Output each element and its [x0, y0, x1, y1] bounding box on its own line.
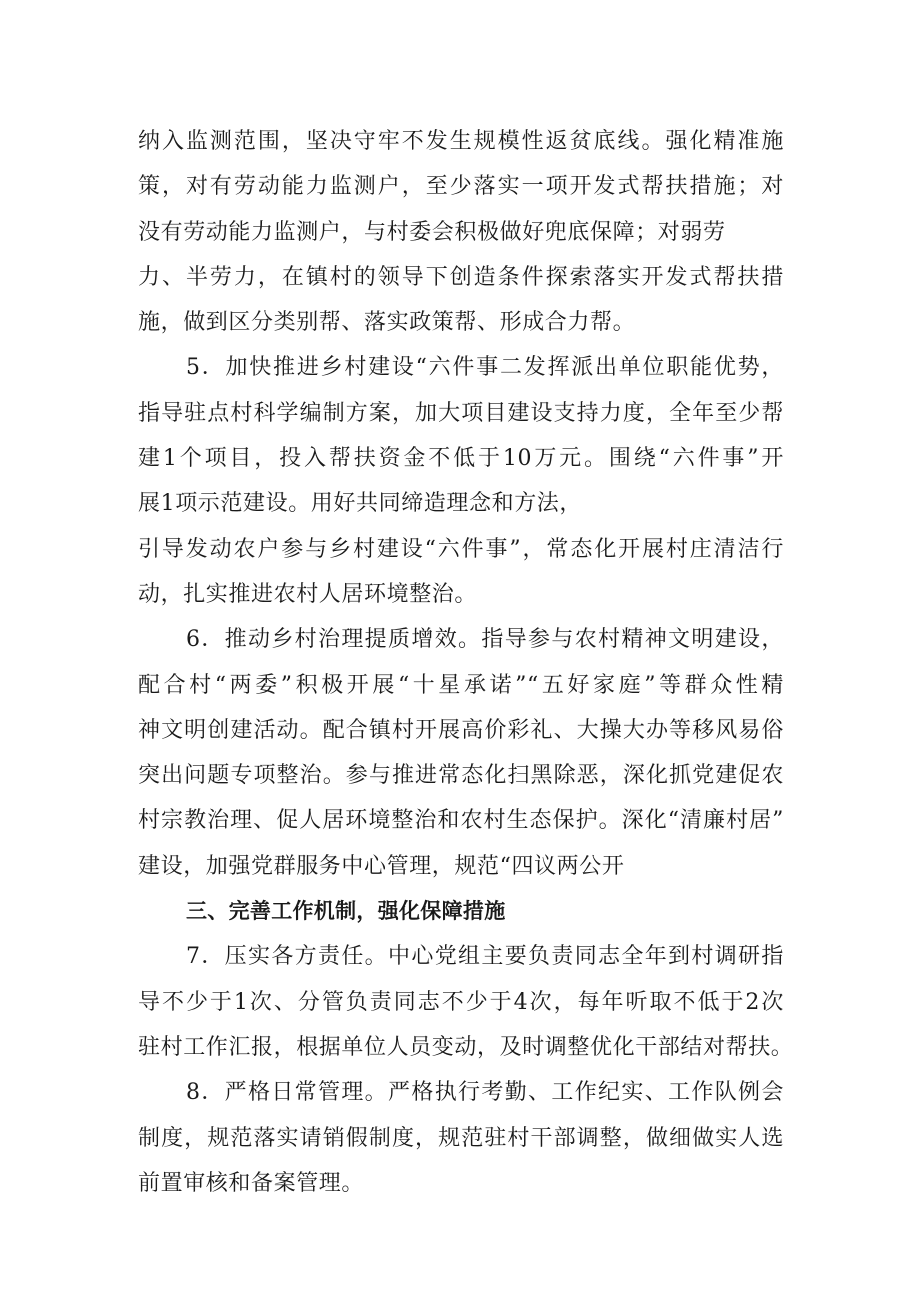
body-line: 突出问题专项整治。参与推进常态化扫黑除恶，深化抓党建促农	[138, 763, 784, 789]
body-line: 前置审核和备案管理。	[138, 1170, 365, 1196]
body-line: 动，扎实推进农村人居环境整治。	[138, 581, 478, 607]
body-line: 村宗教治理、促人居环境整治和农村生态保护。深化“清廉村居”	[138, 808, 784, 834]
body-line: 引导发动农户参与乡村建设“六件事”，常态化开展村庄清洁行	[138, 536, 784, 562]
section-three-heading: 三、完善工作机制，强化保障措施	[186, 899, 506, 924]
body-line: 力、半劳力，在镇村的领导下创造条件探索落实开发式帮扶措	[138, 264, 784, 290]
item-6-heading-line: 6．推动乡村治理提质增效。指导参与农村精神文明建设，	[186, 627, 784, 653]
body-line: 配合村“两委”积极开展“十星承诺”“五好家庭”等群众性精	[138, 672, 784, 698]
body-line: 制度，规范落实请销假制度，规范驻村干部调整，做细做实人选	[138, 1125, 784, 1151]
item-5-heading-line: 5．加快推进乡村建设“六件事二发挥派出单位职能优势，	[186, 355, 784, 381]
body-line: 施，做到区分类别帮、落实政策帮、形成合力帮。	[138, 310, 636, 336]
body-line: 神文明创建活动。配合镇村开展高价彩礼、大操大办等移风易俗	[138, 717, 784, 743]
body-line: 驻村工作汇报，根据单位人员变动，及时调整优化干部结对帮扶。	[138, 1034, 794, 1060]
body-line: 展1项示范建设。用好共同缔造理念和方法，	[138, 491, 582, 517]
body-line: 导不少于1次、分管负责同志不少于4次，每年听取不低于2次	[138, 989, 784, 1015]
item-7-heading-line: 7．压实各方责任。中心党组主要负责同志全年到村调研指	[186, 944, 784, 970]
body-line: 建1个项目，投入帮扶资金不低于10万元。围绕“六件事”开	[138, 446, 784, 472]
body-line: 纳入监测范围，坚决守牢不发生规模性返贫底线。强化精准施	[138, 129, 784, 154]
item-8-heading-line: 8．严格日常管理。严格执行考勤、工作纪实、工作队例会	[186, 1080, 784, 1106]
body-line: 指导驻点村科学编制方案，加大项目建设支持力度，全年至少帮	[138, 400, 784, 426]
body-line: 策，对有劳动能力监测户，至少落实一项开发式帮扶措施；对	[138, 174, 784, 200]
document-body	[138, 119, 794, 1206]
body-line: 没有劳动能力监测户，与村委会积极做好兜底保障；对弱劳	[138, 219, 726, 245]
body-line: 建设，加强党群服务中心管理，规范“四议两公开	[138, 853, 625, 879]
